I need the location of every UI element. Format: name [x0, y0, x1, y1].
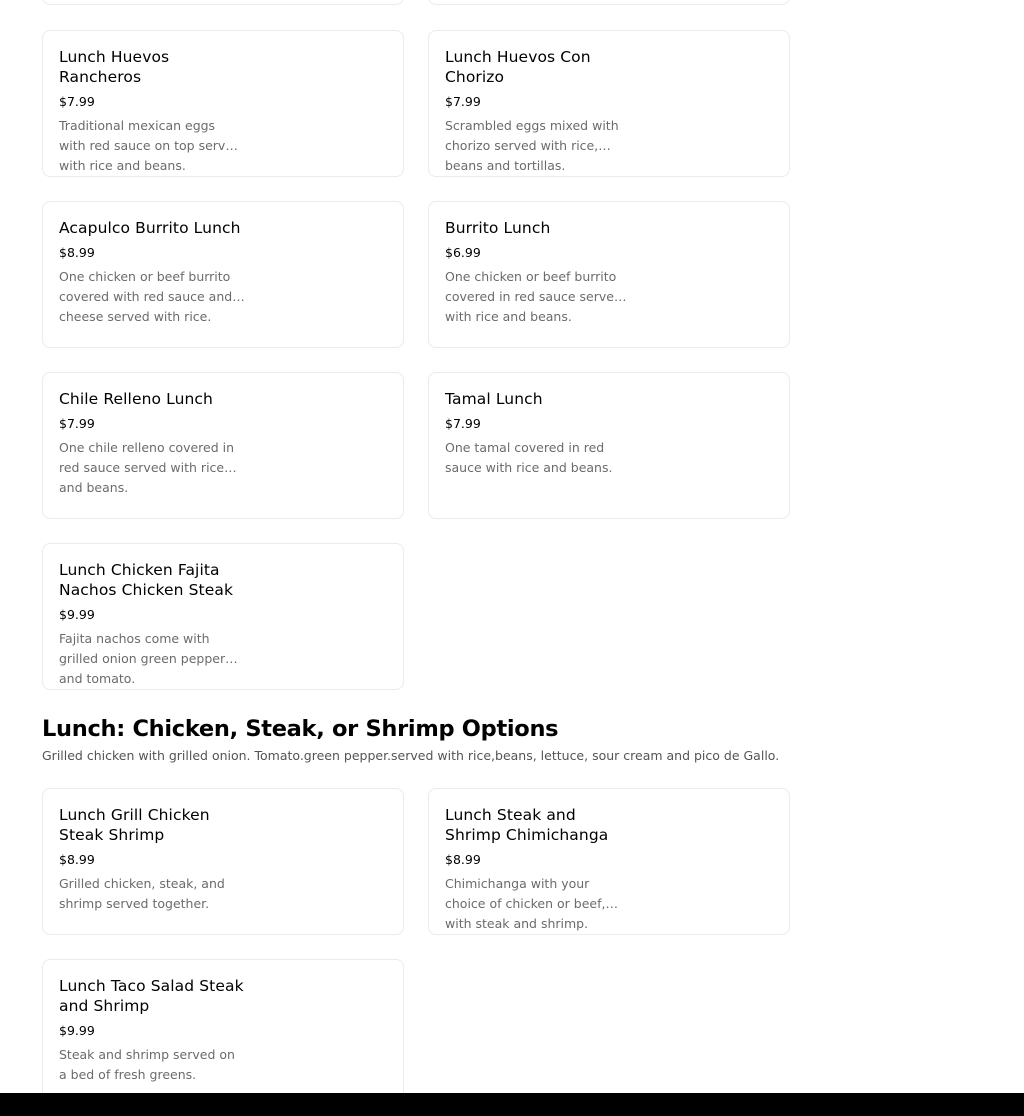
- item-description: Scrambled eggs mixed with chorizo served with rice, beans and tortillas.: [445, 118, 619, 173]
- item-title: Burrito Lunch: [445, 219, 551, 237]
- section-description: Grilled chicken with grilled onion. Tomato.green pepper.served with rice,beans, lettuce, sour cream and pico de Gallo.: [42, 748, 780, 763]
- menu-item-card[interactable]: [428, 0, 790, 5]
- item-description: Steak and shrimp served on a bed of fresh greens.: [59, 1047, 235, 1082]
- item-price: $8.99: [59, 852, 95, 867]
- item-title: Chile Relleno Lunch: [59, 390, 213, 408]
- item-price: $9.99: [59, 607, 95, 622]
- menu-item-card[interactable]: [428, 201, 790, 348]
- item-price: $7.99: [445, 94, 481, 109]
- item-title: Lunch Huevos Rancheros: [59, 48, 170, 86]
- menu-item-card[interactable]: [42, 0, 404, 5]
- item-description: One chicken or beef burrito covered with red sauce and cheese served with rice.: [59, 269, 233, 324]
- item-title: Tamal Lunch: [445, 390, 543, 408]
- item-price: $7.99: [59, 416, 95, 431]
- item-description: One tamal covered in red sauce with rice and beans.: [445, 440, 613, 475]
- item-description: Traditional mexican eggs with red sauce on top served with rice and beans.: [59, 118, 241, 173]
- menu-item-card[interactable]: [42, 543, 404, 690]
- menu-item-card[interactable]: [428, 788, 790, 935]
- item-title: Lunch Chicken Fajita Nachos Chicken Steak: [59, 561, 234, 599]
- item-price: $7.99: [59, 94, 95, 109]
- bottom-bar: [0, 1093, 1024, 1116]
- item-description: Chimichanga with your choice of chicken or beef, with steak and shrimp.: [445, 876, 606, 931]
- menu-item-card[interactable]: [428, 372, 790, 519]
- item-price: $9.99: [59, 1023, 95, 1038]
- menu-item-card[interactable]: [42, 30, 404, 177]
- item-title: Acapulco Burrito Lunch: [59, 219, 241, 237]
- item-description: One chicken or beef burrito covered in red sauce served with rice and beans.: [445, 269, 622, 324]
- item-title: Lunch Huevos Con Chorizo: [445, 48, 591, 86]
- menu-item-card[interactable]: [428, 30, 790, 177]
- item-title: Lunch Grill Chicken Steak Shrimp: [59, 806, 210, 844]
- menu-item-card[interactable]: [42, 372, 404, 519]
- item-price: $7.99: [445, 416, 481, 431]
- menu-item-card[interactable]: [42, 788, 404, 935]
- menu-item-card[interactable]: [42, 201, 404, 348]
- item-price: $8.99: [445, 852, 481, 867]
- item-title: Lunch Taco Salad Steak and Shrimp: [59, 977, 244, 1015]
- item-title: Lunch Steak and Shrimp Chimichanga: [445, 806, 609, 844]
- item-description: Grilled chicken, steak, and shrimp served together.: [59, 876, 225, 911]
- item-description: Fajita nachos come with grilled onion green pepper and tomato.: [59, 631, 226, 686]
- menu-item-card[interactable]: [42, 959, 404, 1106]
- item-price: $6.99: [445, 245, 481, 260]
- item-price: $8.99: [59, 245, 95, 260]
- item-description: One chile relleno covered in red sauce served with rice and beans.: [59, 440, 235, 495]
- section-title: Lunch: Chicken, Steak, or Shrimp Options: [42, 716, 559, 742]
